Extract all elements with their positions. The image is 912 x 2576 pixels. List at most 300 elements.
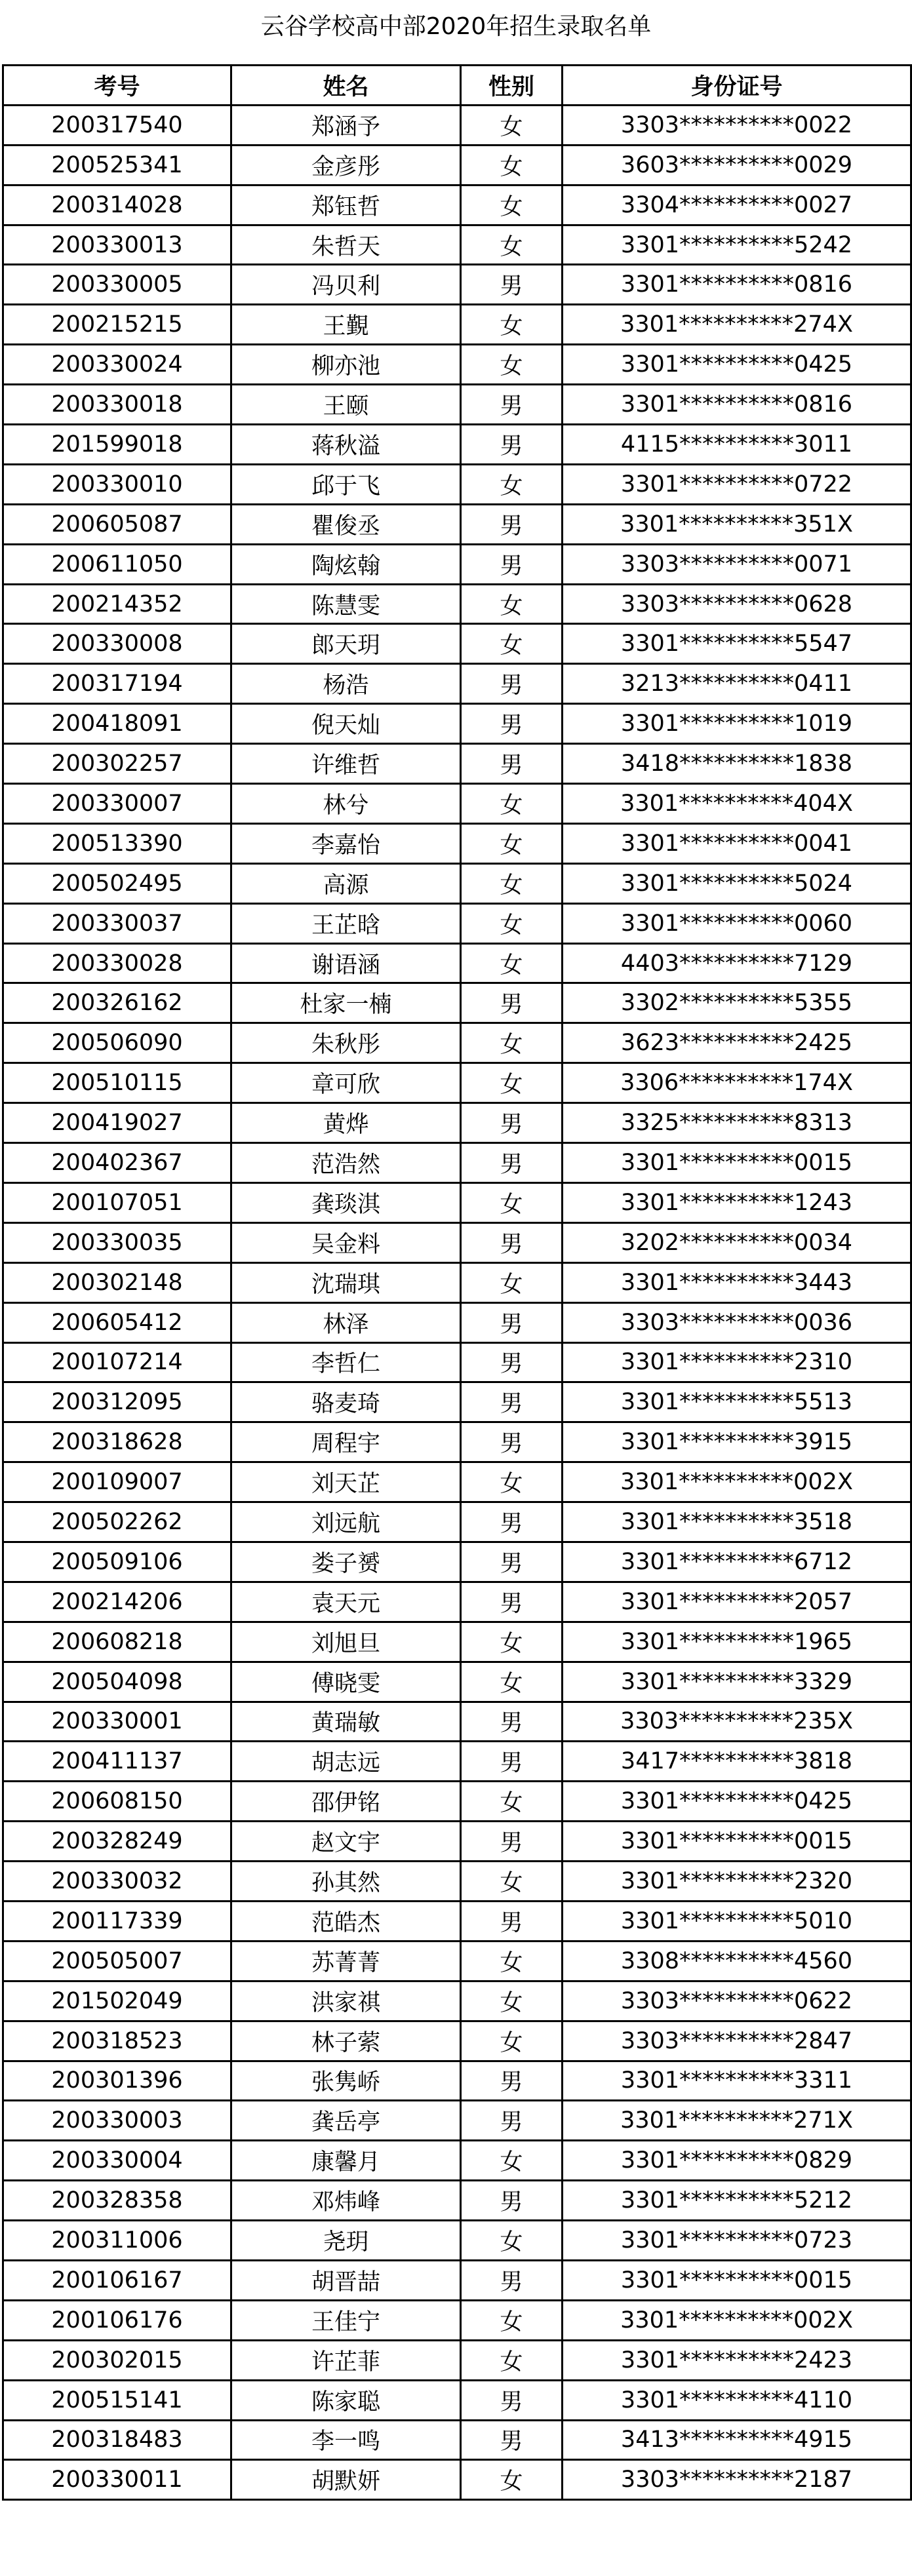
gender-cell: 女 <box>461 2340 563 2380</box>
table-row <box>3 704 911 744</box>
id-number-cell: 3301**********4110 <box>563 2380 911 2420</box>
gender-cell: 女 <box>461 1662 563 1702</box>
name-cell: 范皓杰 <box>231 1901 461 1941</box>
id-number-cell: 3603**********0029 <box>563 145 911 185</box>
column-header-id-number: 身份证号 <box>563 66 911 106</box>
table-row <box>3 1941 911 1981</box>
name-cell: 周程宇 <box>231 1422 461 1462</box>
id-number-cell: 3301**********0015 <box>563 1143 911 1183</box>
id-number-cell: 3301**********5212 <box>563 2181 911 2221</box>
id-number-cell: 3303**********0628 <box>563 584 911 624</box>
exam-number-cell: 200608150 <box>3 1782 231 1822</box>
table-row <box>3 1822 911 1862</box>
id-number-cell: 3301**********5547 <box>563 624 911 664</box>
exam-number-cell: 200330003 <box>3 2101 231 2141</box>
exam-number-cell: 200605087 <box>3 504 231 544</box>
id-number-cell: 3301**********0015 <box>563 1822 911 1862</box>
id-number-cell: 3301**********0425 <box>563 1782 911 1822</box>
table-row <box>3 943 911 983</box>
gender-cell: 男 <box>461 1422 563 1462</box>
name-cell: 陈慧雯 <box>231 584 461 624</box>
name-cell: 许芷菲 <box>231 2340 461 2380</box>
table-row <box>3 305 911 345</box>
gender-cell: 男 <box>461 1302 563 1342</box>
id-number-cell: 3303**********0036 <box>563 1302 911 1342</box>
exam-number-cell: 200109007 <box>3 1462 231 1502</box>
id-number-cell: 3301**********3329 <box>563 1662 911 1702</box>
id-number-cell: 3301**********0015 <box>563 2260 911 2300</box>
gender-cell: 女 <box>461 2021 563 2061</box>
table-row <box>3 2181 911 2221</box>
name-cell: 赵文宇 <box>231 1822 461 1862</box>
gender-cell: 女 <box>461 903 563 943</box>
id-number-cell: 3301**********2057 <box>563 1582 911 1622</box>
gender-cell: 男 <box>461 2260 563 2300</box>
id-number-cell: 3301**********5242 <box>563 225 911 265</box>
id-number-cell: 3202**********0034 <box>563 1222 911 1262</box>
column-header-exam-number: 考号 <box>3 66 231 106</box>
name-cell: 林泽 <box>231 1302 461 1342</box>
exam-number-cell: 200330010 <box>3 464 231 504</box>
exam-number-cell: 200419027 <box>3 1103 231 1143</box>
id-number-cell: 3301**********0816 <box>563 265 911 305</box>
id-number-cell: 4403**********7129 <box>563 943 911 983</box>
exam-number-cell: 200106167 <box>3 2260 231 2300</box>
name-cell: 高源 <box>231 863 461 903</box>
table-row <box>3 2061 911 2101</box>
gender-cell: 女 <box>461 1941 563 1981</box>
name-cell: 胡晋喆 <box>231 2260 461 2300</box>
exam-number-cell: 200330001 <box>3 1702 231 1742</box>
exam-number-cell: 200608218 <box>3 1622 231 1662</box>
exam-number-cell: 200605412 <box>3 1302 231 1342</box>
gender-cell: 男 <box>461 544 563 584</box>
gender-cell: 女 <box>461 1462 563 1502</box>
table-row <box>3 1502 911 1542</box>
exam-number-cell: 200402367 <box>3 1143 231 1183</box>
exam-number-cell: 200515141 <box>3 2380 231 2420</box>
table-row <box>3 2300 911 2340</box>
exam-number-cell: 200106176 <box>3 2300 231 2340</box>
id-number-cell: 3623**********2425 <box>563 1023 911 1063</box>
name-cell: 林子萦 <box>231 2021 461 2061</box>
exam-number-cell: 200107214 <box>3 1342 231 1382</box>
name-cell: 郑涵予 <box>231 105 461 145</box>
table-row <box>3 105 911 145</box>
table-row <box>3 983 911 1023</box>
table-row <box>3 2380 911 2420</box>
exam-number-cell: 200411137 <box>3 1742 231 1782</box>
exam-number-cell: 200117339 <box>3 1901 231 1941</box>
exam-number-cell: 200215215 <box>3 305 231 345</box>
table-row <box>3 1622 911 1662</box>
name-cell: 邱于飞 <box>231 464 461 504</box>
id-number-cell: 3301**********404X <box>563 784 911 824</box>
id-number-cell: 3325**********8313 <box>563 1103 911 1143</box>
table-row <box>3 903 911 943</box>
exam-number-cell: 201502049 <box>3 1981 231 2021</box>
gender-cell: 女 <box>461 225 563 265</box>
gender-cell: 女 <box>461 1182 563 1222</box>
name-cell: 骆麦琦 <box>231 1382 461 1422</box>
id-number-cell: 3301**********5513 <box>563 1382 911 1422</box>
table-row <box>3 2340 911 2380</box>
id-number-cell: 3302**********5355 <box>563 983 911 1023</box>
gender-cell: 男 <box>461 504 563 544</box>
table-row <box>3 1462 911 1502</box>
exam-number-cell: 200302015 <box>3 2340 231 2380</box>
gender-cell: 女 <box>461 1981 563 2021</box>
table-row <box>3 1901 911 1941</box>
gender-cell: 女 <box>461 2141 563 2181</box>
table-row <box>3 1023 911 1063</box>
gender-cell: 男 <box>461 1901 563 1941</box>
table-row <box>3 784 911 824</box>
name-cell: 李一鸣 <box>231 2420 461 2460</box>
exam-number-cell: 200302148 <box>3 1262 231 1302</box>
exam-number-cell: 200317194 <box>3 664 231 704</box>
name-cell: 傅晓雯 <box>231 1662 461 1702</box>
name-cell: 杜家一楠 <box>231 983 461 1023</box>
table-row <box>3 1302 911 1342</box>
table-row <box>3 584 911 624</box>
gender-cell: 男 <box>461 1103 563 1143</box>
name-cell: 邵伊铭 <box>231 1782 461 1822</box>
id-number-cell: 3301**********3518 <box>563 1502 911 1542</box>
name-cell: 胡志远 <box>231 1742 461 1782</box>
gender-cell: 女 <box>461 1622 563 1662</box>
name-cell: 章可欣 <box>231 1063 461 1103</box>
id-number-cell: 3303**********235X <box>563 1702 911 1742</box>
gender-cell: 女 <box>461 624 563 664</box>
gender-cell: 男 <box>461 664 563 704</box>
table-row <box>3 345 911 385</box>
gender-cell: 女 <box>461 943 563 983</box>
table-row <box>3 2420 911 2460</box>
table-row <box>3 1262 911 1302</box>
table-row <box>3 1742 911 1782</box>
exam-number-cell: 200330011 <box>3 2460 231 2500</box>
gender-cell: 女 <box>461 185 563 225</box>
id-number-cell: 3301**********3443 <box>563 1262 911 1302</box>
gender-cell: 男 <box>461 1143 563 1183</box>
table-row <box>3 385 911 425</box>
id-number-cell: 3301**********6712 <box>563 1542 911 1582</box>
name-cell: 洪家祺 <box>231 1981 461 2021</box>
gender-cell: 男 <box>461 2420 563 2460</box>
table-row <box>3 185 911 225</box>
name-cell: 林兮 <box>231 784 461 824</box>
id-number-cell: 3301**********0816 <box>563 385 911 425</box>
name-cell: 刘远航 <box>231 1502 461 1542</box>
exam-number-cell: 200330018 <box>3 385 231 425</box>
name-cell: 吴金料 <box>231 1222 461 1262</box>
gender-cell: 女 <box>461 584 563 624</box>
name-cell: 瞿俊丞 <box>231 504 461 544</box>
name-cell: 邓炜峰 <box>231 2181 461 2221</box>
exam-number-cell: 200525341 <box>3 145 231 185</box>
name-cell: 张隽峤 <box>231 2061 461 2101</box>
name-cell: 范浩然 <box>231 1143 461 1183</box>
exam-number-cell: 200513390 <box>3 823 231 863</box>
name-cell: 冯贝利 <box>231 265 461 305</box>
table-header-row <box>3 66 911 106</box>
exam-number-cell: 200214352 <box>3 584 231 624</box>
gender-cell: 女 <box>461 464 563 504</box>
table-row <box>3 1862 911 1902</box>
name-cell: 康馨月 <box>231 2141 461 2181</box>
name-cell: 苏菁菁 <box>231 1941 461 1981</box>
name-cell: 李哲仁 <box>231 1342 461 1382</box>
table-row <box>3 1542 911 1582</box>
gender-cell: 女 <box>461 1262 563 1302</box>
table-row <box>3 1103 911 1143</box>
id-number-cell: 3301**********2320 <box>563 1862 911 1902</box>
name-cell: 李嘉怡 <box>231 823 461 863</box>
table-row <box>3 464 911 504</box>
id-number-cell: 3301**********2310 <box>563 1342 911 1382</box>
table-row <box>3 744 911 784</box>
name-cell: 朱哲天 <box>231 225 461 265</box>
gender-cell: 男 <box>461 1382 563 1422</box>
name-cell: 沈瑞琪 <box>231 1262 461 1302</box>
gender-cell: 女 <box>461 105 563 145</box>
id-number-cell: 3301**********0060 <box>563 903 911 943</box>
name-cell: 尧玥 <box>231 2221 461 2261</box>
gender-cell: 女 <box>461 863 563 903</box>
table-row <box>3 1702 911 1742</box>
id-number-cell: 3301**********3311 <box>563 2061 911 2101</box>
name-cell: 郑钰哲 <box>231 185 461 225</box>
exam-number-cell: 200311006 <box>3 2221 231 2261</box>
id-number-cell: 3303**********2847 <box>563 2021 911 2061</box>
exam-number-cell: 200506090 <box>3 1023 231 1063</box>
table-row <box>3 2221 911 2261</box>
name-cell: 黄瑞敏 <box>231 1702 461 1742</box>
id-number-cell: 3301**********0041 <box>563 823 911 863</box>
name-cell: 金彦彤 <box>231 145 461 185</box>
name-cell: 王芷晗 <box>231 903 461 943</box>
name-cell: 谢语涵 <box>231 943 461 983</box>
id-number-cell: 3301**********1965 <box>563 1622 911 1662</box>
exam-number-cell: 200330008 <box>3 624 231 664</box>
gender-cell: 男 <box>461 1702 563 1742</box>
gender-cell: 男 <box>461 1582 563 1622</box>
name-cell: 黄烨 <box>231 1103 461 1143</box>
name-cell: 胡默妍 <box>231 2460 461 2500</box>
gender-cell: 女 <box>461 1862 563 1902</box>
gender-cell: 男 <box>461 425 563 465</box>
gender-cell: 女 <box>461 2221 563 2261</box>
exam-number-cell: 200509106 <box>3 1542 231 1582</box>
table-row <box>3 1981 911 2021</box>
column-header-name: 姓名 <box>231 66 461 106</box>
exam-number-cell: 200330024 <box>3 345 231 385</box>
table-row <box>3 225 911 265</box>
table-row <box>3 1382 911 1422</box>
gender-cell: 男 <box>461 1502 563 1542</box>
exam-number-cell: 200214206 <box>3 1582 231 1622</box>
exam-number-cell: 200330037 <box>3 903 231 943</box>
exam-number-cell: 200502495 <box>3 863 231 903</box>
table-row <box>3 1662 911 1702</box>
id-number-cell: 3301**********0425 <box>563 345 911 385</box>
exam-number-cell: 200502262 <box>3 1502 231 1542</box>
name-cell: 刘旭旦 <box>231 1622 461 1662</box>
id-number-cell: 3303**********0622 <box>563 1981 911 2021</box>
name-cell: 龚琰淇 <box>231 1182 461 1222</box>
id-number-cell: 3303**********2187 <box>563 2460 911 2500</box>
table-row <box>3 1782 911 1822</box>
name-cell: 刘天芷 <box>231 1462 461 1502</box>
exam-number-cell: 200107051 <box>3 1182 231 1222</box>
id-number-cell: 3413**********4915 <box>563 2420 911 2460</box>
table-row <box>3 1222 911 1262</box>
exam-number-cell: 200330032 <box>3 1862 231 1902</box>
gender-cell: 男 <box>461 1742 563 1782</box>
table-row <box>3 1182 911 1222</box>
name-cell: 柳亦池 <box>231 345 461 385</box>
exam-number-cell: 200418091 <box>3 704 231 744</box>
id-number-cell: 3213**********0411 <box>563 664 911 704</box>
name-cell: 许维哲 <box>231 744 461 784</box>
table-row <box>3 664 911 704</box>
gender-cell: 女 <box>461 2460 563 2500</box>
gender-cell: 女 <box>461 1782 563 1822</box>
id-number-cell: 3417**********3818 <box>563 1742 911 1782</box>
page-title: 云谷学校高中部2020年招生录取名单 <box>260 13 652 40</box>
name-cell: 王颐 <box>231 385 461 425</box>
id-number-cell: 3301**********0722 <box>563 464 911 504</box>
name-cell: 袁天元 <box>231 1582 461 1622</box>
gender-cell: 男 <box>461 385 563 425</box>
gender-cell: 男 <box>461 2181 563 2221</box>
table-row <box>3 624 911 664</box>
table-row <box>3 1342 911 1382</box>
id-number-cell: 3301**********2423 <box>563 2340 911 2380</box>
id-number-cell: 3301**********5010 <box>563 1901 911 1941</box>
gender-cell: 女 <box>461 305 563 345</box>
name-cell: 龚岳亭 <box>231 2101 461 2141</box>
id-number-cell: 3306**********174X <box>563 1063 911 1103</box>
id-number-cell: 3301**********0723 <box>563 2221 911 2261</box>
table-row <box>3 265 911 305</box>
name-cell: 陶炫翰 <box>231 544 461 584</box>
gender-cell: 男 <box>461 2101 563 2141</box>
exam-number-cell: 200611050 <box>3 544 231 584</box>
exam-number-cell: 200330004 <box>3 2141 231 2181</box>
exam-number-cell: 200318523 <box>3 2021 231 2061</box>
name-cell: 陈家聪 <box>231 2380 461 2420</box>
exam-number-cell: 200505007 <box>3 1941 231 1981</box>
id-number-cell: 3301**********274X <box>563 305 911 345</box>
id-number-cell: 4115**********3011 <box>563 425 911 465</box>
gender-cell: 男 <box>461 704 563 744</box>
table-row <box>3 1422 911 1462</box>
gender-cell: 女 <box>461 2300 563 2340</box>
admission-table <box>2 64 912 2501</box>
id-number-cell: 3301**********271X <box>563 2101 911 2141</box>
id-number-cell: 3301**********0829 <box>563 2141 911 2181</box>
table-row <box>3 425 911 465</box>
name-cell: 杨浩 <box>231 664 461 704</box>
table-row <box>3 2260 911 2300</box>
id-number-cell: 3301**********1019 <box>563 704 911 744</box>
exam-number-cell: 200326162 <box>3 983 231 1023</box>
table-body <box>3 105 911 2499</box>
id-number-cell: 3418**********1838 <box>563 744 911 784</box>
name-cell: 孙其然 <box>231 1862 461 1902</box>
exam-number-cell: 200328249 <box>3 1822 231 1862</box>
exam-number-cell: 200328358 <box>3 2181 231 2221</box>
gender-cell: 男 <box>461 983 563 1023</box>
table-row <box>3 1063 911 1103</box>
gender-cell: 男 <box>461 265 563 305</box>
id-number-cell: 3301**********5024 <box>563 863 911 903</box>
id-number-cell: 3303**********0022 <box>563 105 911 145</box>
table-row <box>3 2460 911 2500</box>
name-cell: 蒋秋溢 <box>231 425 461 465</box>
table-row <box>3 544 911 584</box>
id-number-cell: 3303**********0071 <box>563 544 911 584</box>
exam-number-cell: 200504098 <box>3 1662 231 1702</box>
id-number-cell: 3301**********002X <box>563 2300 911 2340</box>
gender-cell: 男 <box>461 2061 563 2101</box>
table-row <box>3 1143 911 1183</box>
gender-cell: 女 <box>461 823 563 863</box>
name-cell: 倪天灿 <box>231 704 461 744</box>
exam-number-cell: 200330013 <box>3 225 231 265</box>
exam-number-cell: 200330007 <box>3 784 231 824</box>
gender-cell: 女 <box>461 145 563 185</box>
column-header-gender: 性别 <box>461 66 563 106</box>
id-number-cell: 3308**********4560 <box>563 1941 911 1981</box>
exam-number-cell: 200330035 <box>3 1222 231 1262</box>
table-row <box>3 145 911 185</box>
table-row <box>3 2101 911 2141</box>
gender-cell: 女 <box>461 1063 563 1103</box>
gender-cell: 男 <box>461 744 563 784</box>
exam-number-cell: 200317540 <box>3 105 231 145</box>
gender-cell: 女 <box>461 784 563 824</box>
gender-cell: 女 <box>461 1023 563 1063</box>
exam-number-cell: 200312095 <box>3 1382 231 1422</box>
gender-cell: 男 <box>461 1342 563 1382</box>
id-number-cell: 3301**********002X <box>563 1462 911 1502</box>
gender-cell: 男 <box>461 1222 563 1262</box>
exam-number-cell: 200330005 <box>3 265 231 305</box>
name-cell: 娄子赟 <box>231 1542 461 1582</box>
exam-number-cell: 200318483 <box>3 2420 231 2460</box>
exam-number-cell: 201599018 <box>3 425 231 465</box>
gender-cell: 女 <box>461 345 563 385</box>
exam-number-cell: 200314028 <box>3 185 231 225</box>
table-row <box>3 2021 911 2061</box>
exam-number-cell: 200318628 <box>3 1422 231 1462</box>
exam-number-cell: 200330028 <box>3 943 231 983</box>
table-row <box>3 1582 911 1622</box>
name-cell: 郎天玥 <box>231 624 461 664</box>
id-number-cell: 3301**********351X <box>563 504 911 544</box>
gender-cell: 男 <box>461 2380 563 2420</box>
name-cell: 王佳宁 <box>231 2300 461 2340</box>
id-number-cell: 3304**********0027 <box>563 185 911 225</box>
name-cell: 朱秋彤 <box>231 1023 461 1063</box>
table-row <box>3 863 911 903</box>
exam-number-cell: 200301396 <box>3 2061 231 2101</box>
table-row <box>3 2141 911 2181</box>
exam-number-cell: 200302257 <box>3 744 231 784</box>
